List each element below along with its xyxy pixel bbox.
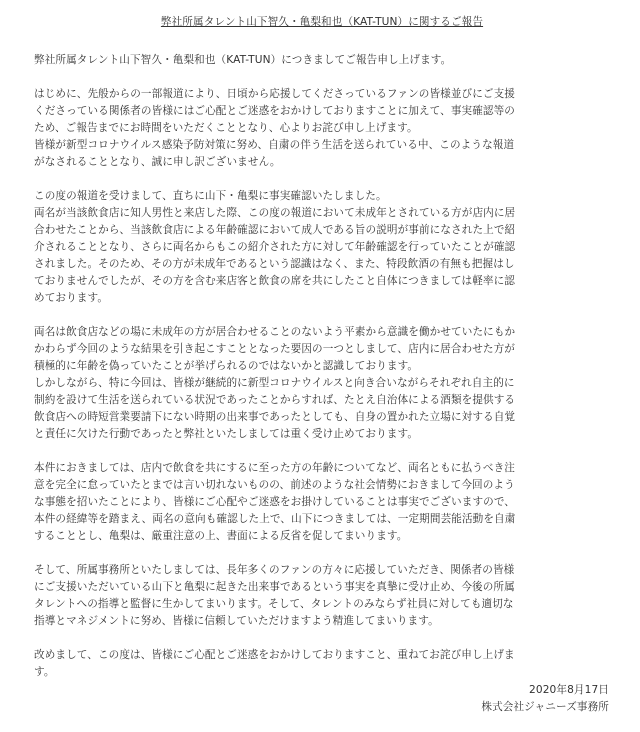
paragraph-fact-check [34,188,610,307]
paragraph-line: この度の報道を受けまして、直ちに山下・亀梨に事実確認いたしました。 [34,190,387,202]
paragraph-line: 両名は飲食店などの場に未成年の方が居合わせることのないよう平素から意識を働かせていたにもか [34,326,516,338]
paragraph-line: 合わせたことから、当該飲食店による年齢確認において成人である旨の説明が事前になされた上で紹 [34,224,516,236]
paragraph-line: 皆様が新型コロナウイルス感染予防対策に努め、自粛の伴う生活を送られている中、このような報道 [34,139,515,151]
paragraph-line: めております。 [34,292,109,304]
paragraph-line: 指導とマネジメントに努め、皆様に信頼していただけますよう精進してまいります。 [34,615,439,627]
paragraph-line: す。 [34,666,55,678]
paragraph-line: がなされることとなり、誠に申し訳ございません。 [34,156,281,168]
paragraph-line: と責任に欠けた行動であったと弊社といたしましては重く受け止めております。 [34,428,419,440]
paragraph-awareness [34,324,610,443]
paragraph-closing-apology [34,647,610,681]
paragraph-line: 積極的に年齢を偽っていたことが挙げられるのではないかと認識しております。 [34,360,419,372]
paragraph-line: タレントへの指導と監督に生かしてまいります。そして、タレントのみならず社員に対しても適切な [34,598,514,610]
paragraph-agency-commitment [34,562,610,630]
paragraph-line: 本件の経緯等を踏まえ、両名の意向も確認した上で、山下につきましては、一定期間芸能活動を自粛 [34,513,516,525]
paragraph-line: 両名が当該飲食店に知人男性と来店した際、この度の報道において未成年とされている方が店内に居 [34,207,516,219]
paragraph-line: 飲食店への時短営業要請下にない時期の出来事であったとしても、自身の置かれた立場に対する自覚 [34,411,516,423]
paragraph-line: くださっている関係者の皆様にはご心配とご迷惑をおかけしておりますことに加えて、事実確認等の [34,105,516,117]
paragraph-line: な事態を招いたことにより、皆様にご心配やご迷惑をお掛けしていることは事実でございますので、 [34,496,516,508]
company-name: 株式会社ジャニーズ事務所 [481,701,609,713]
paragraph-line: にご支援いただいている山下と亀梨に起きた出来事であるという事実を真摯に受け止め、今後の所属 [34,581,515,593]
paragraph-line: 意を完全に怠っていたとまでは言い切れないものの、前述のような社会情勢におきまして今回のよう [34,479,515,491]
paragraph-measures [34,460,610,545]
paragraph-line: 制約を設けて生活を送られている状況であったことからすれば、たとえ自治体による酒類を提供する [34,394,516,406]
paragraph-line: はじめに、先般からの一部報道により、日頃から応援してくださっているファンの皆様並びにご支援 [34,88,516,100]
paragraph-line: されました。そのため、その方が未成年であるという認識はなく、また、特段飲酒の有無も把握はし [34,258,515,270]
paragraph-line: ため、ご報告までにお時間をいただくこととなり、心よりお詫び申し上げます。 [34,122,418,134]
paragraph-line: 本件におきましては、店内で飲食を共にするに至った方の年齢についてなど、両名ともに払うべき注 [34,462,516,474]
paragraph-intro [34,52,610,69]
paragraph-apology [34,86,610,171]
paragraph-line: することとし、亀梨は、厳重注意の上、書面による反省を促してまいります。 [34,530,408,542]
paragraph-line: 介されることとなり、さらに両名からもこの紹介された方に対して年齢確認を行っていたことが確認 [34,241,516,253]
paragraph-line: 改めまして、この度は、皆様にご心配とご迷惑をおかけしておりますこと、重ねてお詫び申し上げま [34,649,515,661]
document-date: 2020年8月17日 [529,684,609,696]
signature-block [481,682,609,716]
paragraph-line: 弊社所属タレント山下智久・亀梨和也（KAT-TUN）につきましてご報告申し上げます。 [34,54,452,66]
document-title: 弊社所属タレント山下智久・亀梨和也（KAT-TUN）に関するご報告 [160,16,484,28]
paragraph-line: かわらず今回のような結果を引き起こすこととなった要因の一つとしまして、店内に居合わせた方が [34,343,516,355]
paragraph-line: ておりませんでしたが、その方を含む来店客と飲食の席を共にしたこと自体につきましては軽率に認 [34,275,516,287]
paragraph-line: そして、所属事務所といたしましては、長年多くのファンの方々に応援していただき、関係者の皆様 [34,564,515,576]
paragraph-line: しかしながら、特に今回は、皆様が継続的に新型コロナウイルスと向き合いながらそれぞれ自主的に [34,377,515,389]
